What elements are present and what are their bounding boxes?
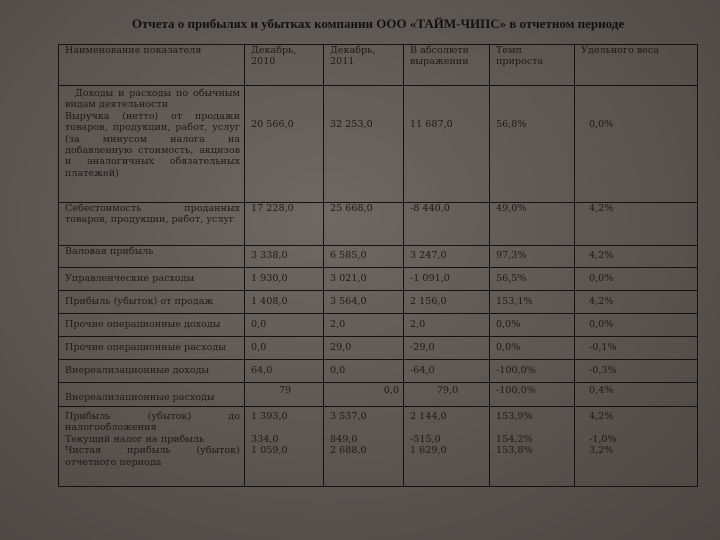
header-dec-2011: Декабрь, 2011 [324, 45, 404, 86]
value-absolute: -64,0 [404, 360, 490, 383]
value-absolute: 2 156,0 [404, 291, 490, 314]
value-dec-2011: 6 585,0 [324, 246, 404, 268]
table-row [59, 314, 698, 337]
value-line [589, 422, 693, 433]
header-indicator: Наименование показателя [59, 45, 245, 86]
value-dec-2010 [245, 407, 324, 487]
value-line: 2 144,0 [410, 411, 447, 422]
section-heading: Доходы и расходы по обычным видам деятельности [65, 88, 240, 111]
row-label: Текущий налог на прибыль [65, 433, 205, 445]
table-row [59, 383, 698, 407]
value-dec-2011: 32 253,0 [324, 86, 404, 203]
row-label: Внереализационные расходы [59, 383, 245, 407]
value-share: 4,2% [575, 291, 698, 314]
table-row [59, 86, 698, 203]
value-line: 334,0 [251, 433, 279, 445]
table-row [59, 268, 698, 291]
value-line [496, 422, 570, 433]
value-dec-2010: 64,0 [245, 360, 324, 383]
header-row [59, 45, 698, 86]
value-line [410, 422, 485, 433]
value-line: -1,0% [589, 433, 617, 445]
header-share: Удельного веса [575, 45, 698, 86]
table-row [59, 246, 698, 268]
value-line: 3 537,0 [330, 411, 367, 422]
value-line: 2 688,0 [330, 445, 367, 457]
value-growth-rate: 56,8% [490, 86, 575, 203]
value-line: 1 059,0 [251, 445, 288, 457]
value-share: 0,0% [575, 314, 698, 337]
row-label: Чистая прибыль (убыток) отчетного периода [65, 445, 240, 468]
value-growth-rate [490, 407, 575, 487]
value-dec-2011: 0,0 [324, 360, 404, 383]
value-line: 849,0 [330, 433, 358, 445]
table-row [59, 337, 698, 360]
value-absolute: -29,0 [404, 337, 490, 360]
value-dec-2010: 1 930,0 [245, 268, 324, 291]
row-label: Прибыль (убыток) от продаж [59, 291, 245, 314]
value-growth-rate: 0,0% [490, 337, 575, 360]
report-title: Отчета о прибылях и убытках компании ООО «ТАЙМ-ЧИПС» в отчетном периоде [131, 16, 625, 31]
value-share: 0,4% [575, 383, 698, 407]
row-label: Управленческие расходы [59, 268, 245, 291]
profit-loss-table [58, 44, 698, 487]
value-share: -0,1% [575, 337, 698, 360]
value-line [251, 422, 319, 433]
value-line [330, 422, 399, 433]
value-line: 4,2% [589, 411, 614, 422]
row-label: Валовая прибыль [59, 246, 245, 268]
value-share: 0,0% [575, 268, 698, 291]
value-absolute: -8 440,0 [404, 203, 490, 246]
value-absolute: 11 687,0 [404, 86, 490, 203]
row-label: Прочие операционные доходы [59, 314, 245, 337]
value-growth-rate: -100,0% [490, 360, 575, 383]
value-line: 153,8% [496, 445, 533, 457]
value-line: 1 393,0 [251, 411, 288, 422]
value-growth-rate: 97,3% [490, 246, 575, 268]
row-label: Прочие операционные расходы [59, 337, 245, 360]
value-dec-2010: 20 566,0 [245, 86, 324, 203]
header-growth-rate: Темп прироста [490, 45, 575, 86]
value-dec-2010: 3 338,0 [245, 246, 324, 268]
header-absolute: В абсолютн выражении [404, 45, 490, 86]
header-dec-2010: Декабрь, 2010 [245, 45, 324, 86]
table-row [59, 407, 698, 487]
value-dec-2010: 1 408,0 [245, 291, 324, 314]
value-absolute: 3 247,0 [404, 246, 490, 268]
value-dec-2011: 3 021,0 [324, 268, 404, 291]
value-line: -515,0 [410, 433, 441, 445]
table-row [59, 291, 698, 314]
value-share [575, 407, 698, 487]
table-row [59, 203, 698, 246]
value-dec-2011: 0,0 [324, 383, 404, 407]
value-growth-rate: -100,0% [490, 383, 575, 407]
value-line: 153,9% [496, 411, 533, 422]
value-growth-rate: 153,1% [490, 291, 575, 314]
row-name-cell [59, 407, 245, 487]
value-dec-2010: 79 [245, 383, 324, 407]
table-row [59, 360, 698, 383]
value-share: -0,3% [575, 360, 698, 383]
value-line: 154,2% [496, 433, 533, 445]
value-line: 3,2% [589, 445, 614, 457]
value-growth-rate: 0,0% [490, 314, 575, 337]
value-growth-rate: 56,5% [490, 268, 575, 291]
value-share: 0,0% [575, 86, 698, 203]
row-label: Прибыль (убыток) до налогообложения [65, 411, 240, 434]
row-label: Себестоимость проданных товаров, продукции, работ, услуг [59, 203, 245, 246]
row-label: Внереализационные доходы [59, 360, 245, 383]
value-dec-2011: 3 564,0 [324, 291, 404, 314]
row-label: Выручка (нетто) от продажи товаров, продукции, работ, услуг (за минусом налога на добавленную стоимость, акцизов и аналогичных обязательных платежей) [65, 110, 240, 179]
value-growth-rate: 49,0% [490, 203, 575, 246]
value-absolute: 2,0 [404, 314, 490, 337]
value-absolute [404, 407, 490, 487]
value-dec-2011: 29,0 [324, 337, 404, 360]
value-line: 1 629,0 [410, 445, 447, 457]
value-dec-2010: 0,0 [245, 337, 324, 360]
value-dec-2011: 25 668,0 [324, 203, 404, 246]
row-name-cell [59, 86, 245, 203]
value-share: 4,2% [575, 203, 698, 246]
value-dec-2011 [324, 407, 404, 487]
value-absolute: 79,0 [404, 383, 490, 407]
value-dec-2010: 0,0 [245, 314, 324, 337]
value-absolute: -1 091,0 [404, 268, 490, 291]
value-dec-2010: 17 228,0 [245, 203, 324, 246]
value-dec-2011: 2,0 [324, 314, 404, 337]
value-share: 4,2% [575, 246, 698, 268]
